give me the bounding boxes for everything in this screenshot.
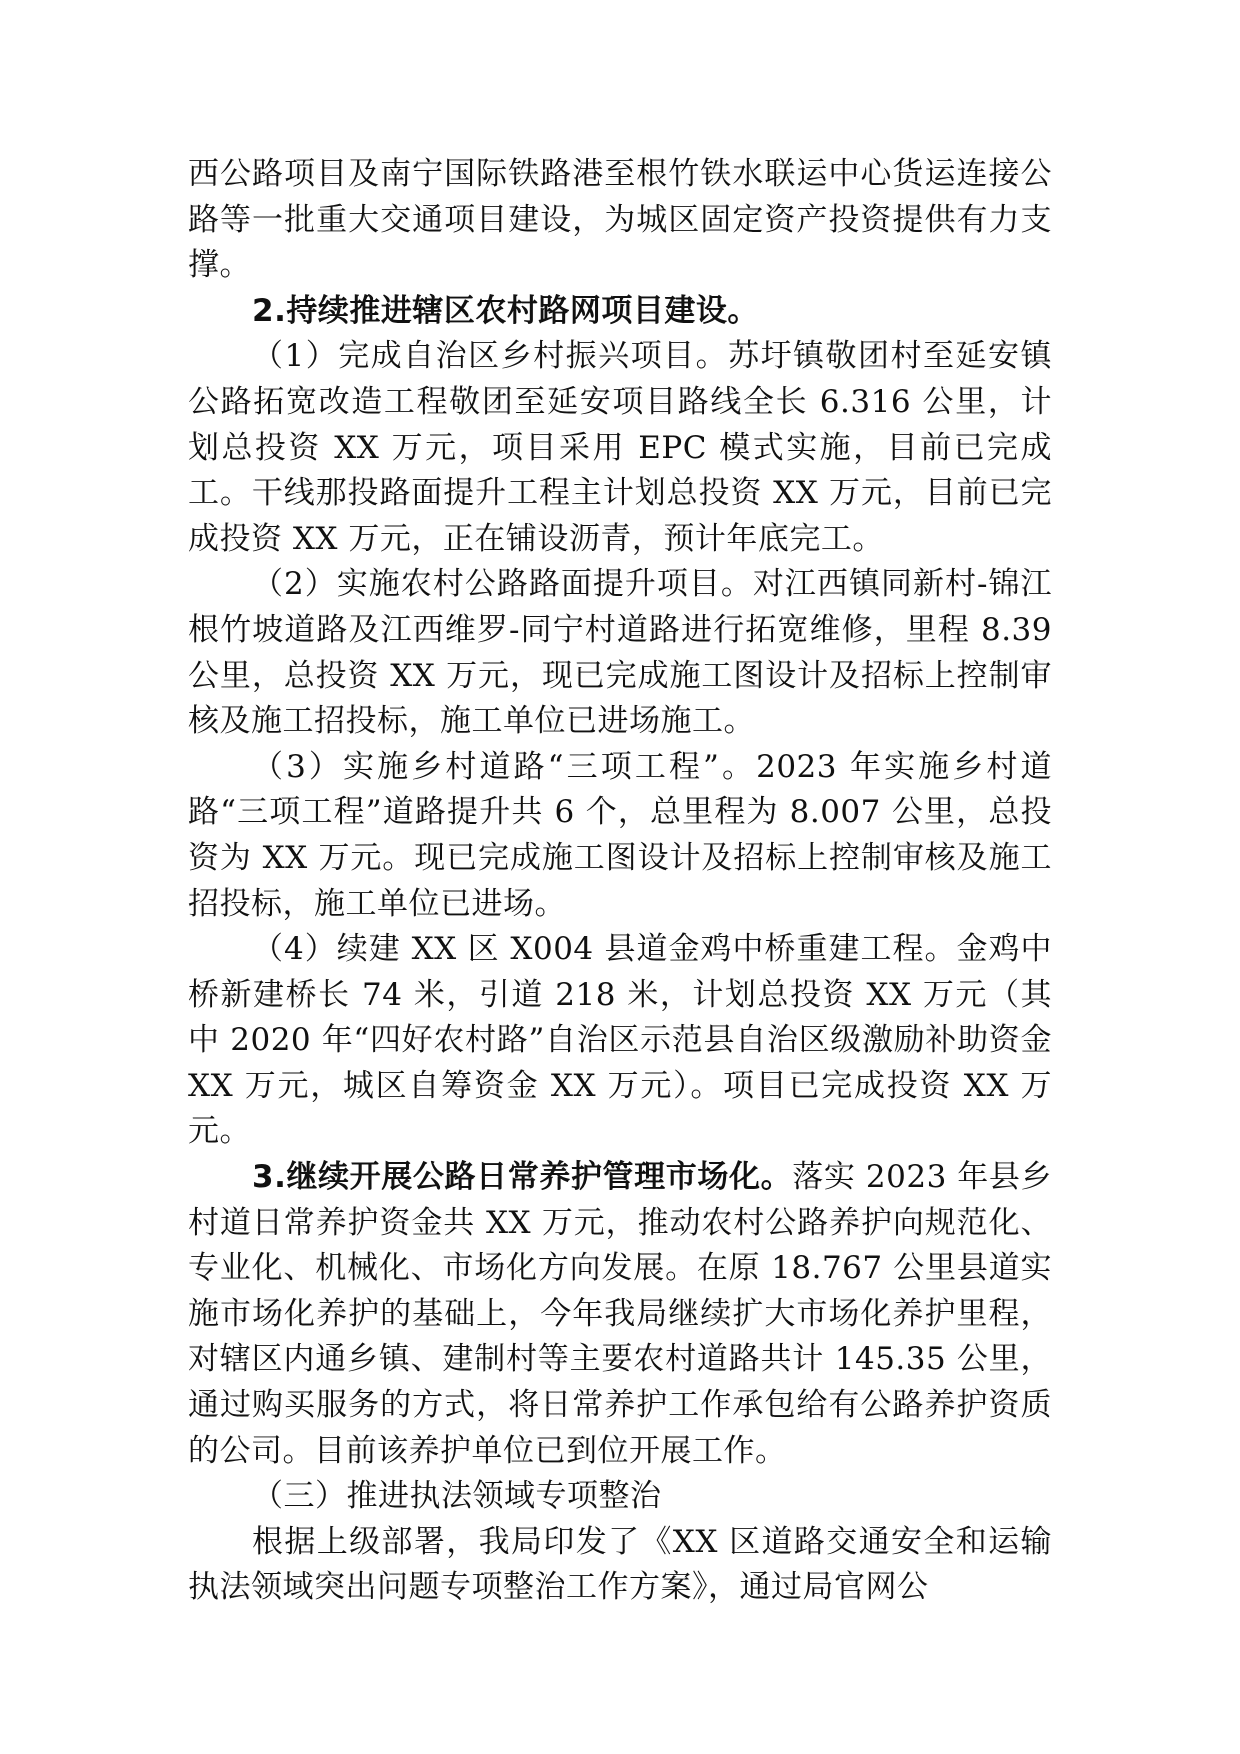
paragraph-text: 落实 2023 年县乡村道日常养护资金共 XX 万元，推动农村公路养护向规范化、专业化、机械化、市场化方向发展。在原 18.767 公里县道实施市场化养护的基础上，今年我局继续扩大市场化养护里程，对辖区内通乡镇、建制村等主要农村道路共计 145.35 公里，通过购买服务的方式，将日常养护工作承包给有公路养护资质的公司。目前该养护单位已到位开展工作。 (188, 1159, 1052, 1469)
heading-text: 2.持续推进辖区农村路网项目建设。 (252, 292, 759, 329)
paragraph-text: （三）推进执法领域专项整治 (252, 1478, 662, 1515)
paragraph-enforcement (188, 1520, 1052, 1611)
section-heading-enforcement (188, 1474, 1052, 1520)
section-heading-rural-road-network (188, 289, 1052, 335)
paragraph-item-4 (188, 927, 1052, 1155)
paragraph-item-2 (188, 562, 1052, 744)
document-body (188, 152, 1052, 1611)
paragraph-text: （4）续建 XX 区 X004 县道金鸡中桥重建工程。金鸡中桥新建桥长 74 米，引道 218 米，计划总投资 XX 万元（其中 2020 年“四好农村路”自治区示范县自治区级激励补助资金 XX 万元，城区自筹资金 XX 万元）。项目已完成投资 XX 万元。 (188, 931, 1052, 1150)
heading-text: 3.继续开展公路日常养护管理市场化。 (252, 1159, 793, 1196)
paragraph-text: 根据上级部署，我局印发了《XX 区道路交通安全和运输执法领域突出问题专项整治工作方案》，通过局官网公 (188, 1523, 1052, 1606)
paragraph-item-1 (188, 334, 1052, 562)
paragraph-road-maintenance (188, 1155, 1052, 1474)
paragraph-text: （2）实施农村公路路面提升项目。对江西镇同新村-锦江根竹坡道路及江西维罗-同宁村道路进行拓宽维修，里程 8.39 公里，总投资 XX 万元，现已完成施工图设计及招标上控制审核及施工招投标，施工单位已进场施工。 (188, 566, 1052, 740)
paragraph-text: （3）实施乡村道路“三项工程”。2023 年实施乡村道路“三项工程”道路提升共 6 个，总里程为 8.007 公里，总投资为 XX 万元。现已完成施工图设计及招标上控制审核及施工招投标，施工单位已进场。 (188, 748, 1052, 922)
paragraph-text: （1）完成自治区乡村振兴项目。苏圩镇敬团村至延安镇公路拓宽改造工程敬团至延安项目路线全长 6.316 公里，计划总投资 XX 万元，项目采用 EPC 模式实施，目前已完成工。干线那投路面提升工程主计划总投资 XX 万元，目前已完成投资 XX 万元，正在铺设沥青，预计年底完工。 (188, 338, 1052, 557)
paragraph-continuation (188, 152, 1052, 289)
paragraph-text: 西公路项目及南宁国际铁路港至根竹铁水联运中心货运连接公路等一批重大交通项目建设，为城区固定资产投资提供有力支撑。 (188, 156, 1052, 284)
paragraph-item-3 (188, 745, 1052, 927)
